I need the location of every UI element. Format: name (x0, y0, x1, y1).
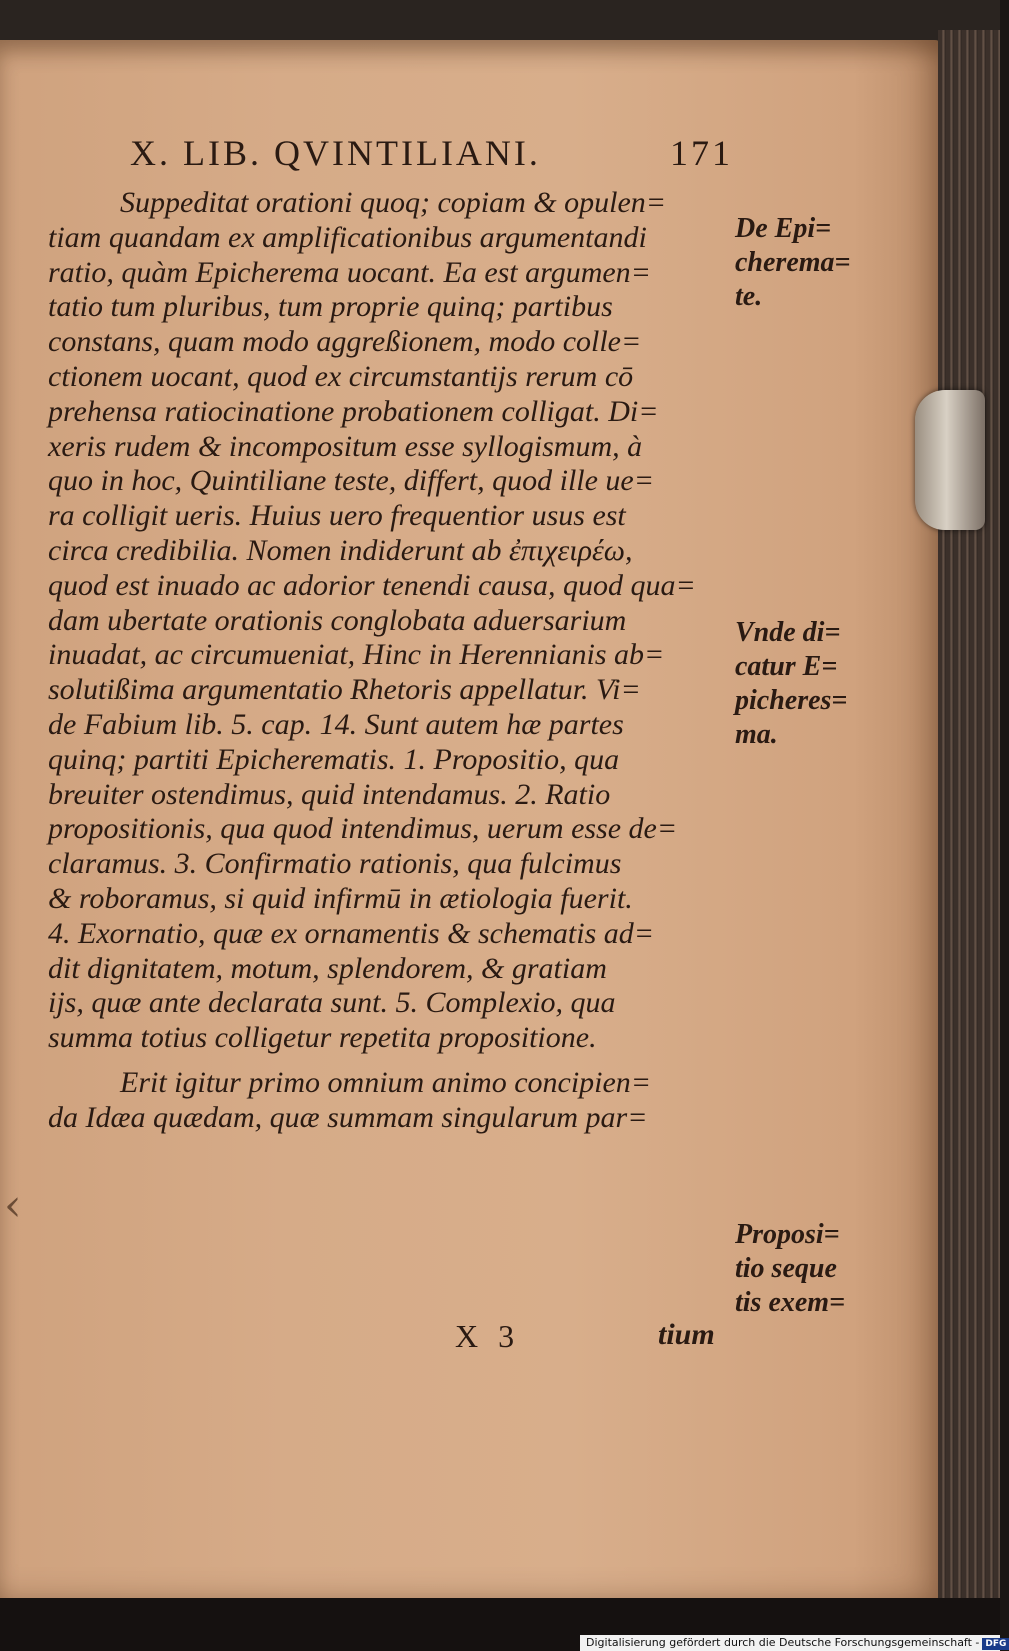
margin-note-line: tio seque (735, 1253, 837, 1284)
body-line: Erit igitur primo omnium animo concipien= (120, 1065, 652, 1099)
body-line: quod est inuado ac adorior tenendi causa, quod qua= (48, 568, 696, 602)
body-line: dam ubertate orationis conglobata aduersarium (48, 603, 627, 637)
margin-note-line: cherema= (735, 247, 851, 278)
body-line: ratio, quàm Epicherema uocant. Ea est argumen= (48, 255, 651, 289)
margin-note-unde-dicatur (735, 616, 885, 752)
body-line: propositionis, qua quod intendimus, uerum esse de= (48, 812, 678, 846)
body-text (48, 186, 728, 1136)
catchword: tium (658, 1318, 715, 1351)
body-line: ctionem uocant, quod ex circumstantijs rerum cō (48, 359, 634, 393)
body-line: ra colligit ueris. Huius uero frequentior usus est (48, 499, 626, 533)
margin-note-line: ma. (735, 719, 778, 750)
body-line: summa totius colligetur repetita propositione. (48, 1021, 597, 1055)
margin-note-epicheremate (735, 212, 885, 314)
page-edges (938, 30, 1000, 1615)
body-line: constans, quam modo aggreßionem, modo colle= (48, 325, 642, 359)
signature-mark: X 3 (455, 1318, 521, 1354)
body-line: circa credibilia. Nomen indiderunt ab ἐπιχειρέω, (48, 533, 633, 567)
margin-note-propositio (735, 1218, 885, 1320)
footer-text: Digitalisierung gefördert durch die Deutsche Forschungsgemeinschaft - (586, 1636, 980, 1649)
body-line: & roboramus, si quid infirmū in ætiologia fuerit. (48, 881, 633, 915)
body-line: breuiter ostendimus, quid intendamus. 2. Ratio (48, 777, 611, 811)
margin-note-line: tis exem= (735, 1287, 846, 1318)
dfg-logo: DFG (982, 1638, 1009, 1650)
folio-number: 171 (670, 133, 733, 173)
margin-note-line: Proposi= (735, 1219, 840, 1250)
margin-note-line: te. (735, 281, 763, 312)
left-edge-mark: ‹ (4, 1180, 22, 1231)
body-line: prehensa ratiocinatione probationem colligat. Di= (48, 394, 659, 428)
running-header (130, 132, 733, 176)
body-line: xeris rudem & incompositum esse syllogismum, à (48, 429, 643, 463)
margin-note-line: Vnde di= (735, 617, 841, 648)
book-clip (915, 390, 985, 530)
body-line: de Fabium lib. 5. cap. 14. Sunt autem hæ partes (48, 707, 624, 741)
body-line: claramus. 3. Confirmatio rationis, qua fulcimus (48, 847, 622, 881)
margin-note-line: catur E= (735, 651, 838, 682)
body-line: solutißima argumentatio Rhetoris appellatur. Vi= (48, 673, 641, 707)
body-line: tiam quandam ex amplificationibus argumentandi (48, 220, 647, 254)
running-title: X. LIB. QVINTILIANI. (130, 133, 541, 173)
body-line: quo in hoc, Quintiliane teste, differt, quod ille ue= (48, 464, 654, 498)
body-line: inuadat, ac circumueniat, Hinc in Herennianis ab= (48, 638, 665, 672)
body-line: ijs, quæ ante declarata sunt. 5. Complexio, qua (48, 986, 616, 1020)
margin-note-line: picheres= (735, 685, 848, 716)
body-line: 4. Exornatio, quæ ex ornamentis & schematis ad= (48, 916, 655, 950)
body-line: da Idæa quædam, quæ summam singularum par= (48, 1100, 648, 1134)
body-line: quinq; partiti Epicherematis. 1. Propositio, qua (48, 742, 620, 776)
body-line: tatio tum pluribus, tum proprie quinq; partibus (48, 290, 613, 324)
body-line: Suppeditat orationi quoq; copiam & opulen= (120, 186, 667, 219)
footer-banner (580, 1635, 1007, 1651)
margin-note-line: De Epi= (735, 213, 832, 244)
body-line: dit dignitatem, motum, splendorem, & gratiam (48, 951, 607, 985)
